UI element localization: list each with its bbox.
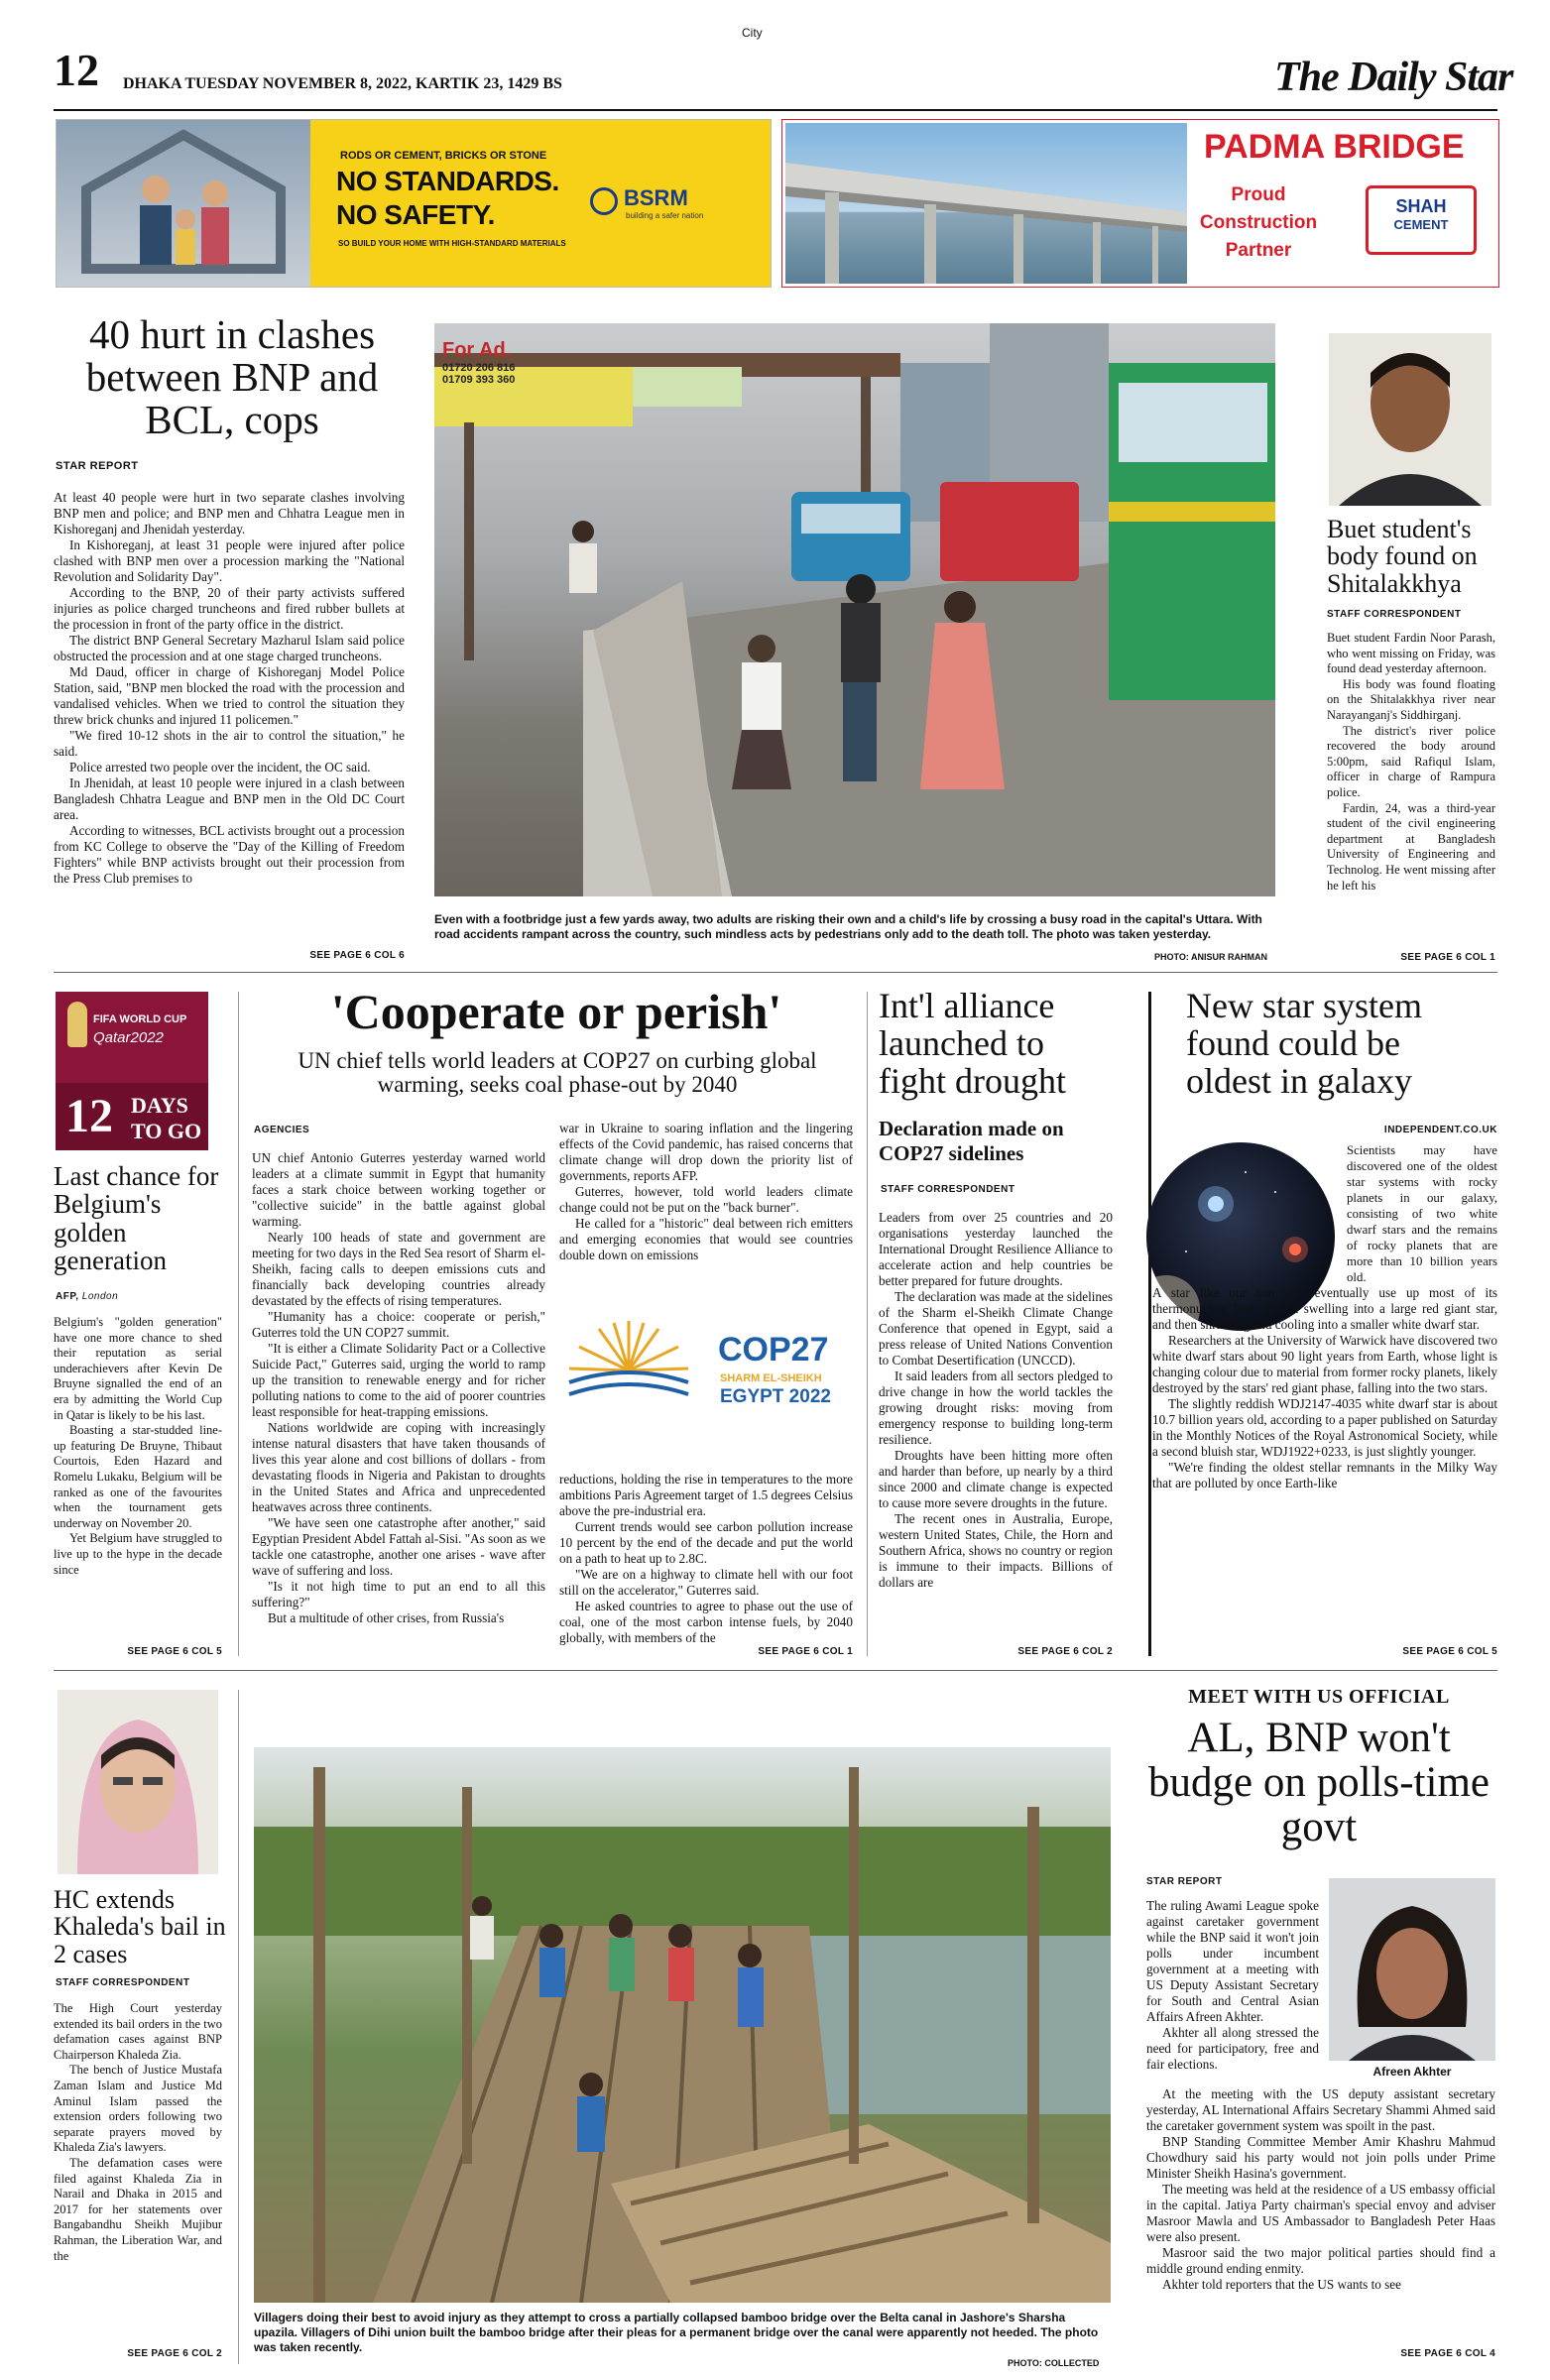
clashes-byline: STAR REPORT	[56, 460, 139, 472]
bsrm-bottom-line: SO BUILD YOUR HOME WITH HIGH-STANDARD MATERIALS	[338, 239, 566, 248]
al-bnp-byline: STAR REPORT	[1146, 1876, 1223, 1887]
star-system-headline[interactable]: New star system found could be oldest in galaxy	[1186, 986, 1422, 1101]
bsrm-yellow-panel	[310, 120, 771, 287]
clashes-body: At least 40 people were hurt in two separate clashes involving BNP men and police; and BNP men and Chhatra League men in Kishoreganj and Jhenidah yesterday. In Kishoreganj, at least 31 people were injured after police clashed with BNP men over a procession marking the "National Revolution and Solidarity Day". According to the BNP, 20 of their party activists suffered injuries as police charged truncheons and fired rubber bullets at the procession in front of the party office in the district. The district BNP General Secretary Mazharul Islam said police obstructed the procession and at one stage charged truncheons. Md Daud, officer in charge of Kishoreganj Model Police Station, said, "BNP men blocked the road with the procession and vandalised vehicles. When we tried to control the situation they threw brick chunks and injured 11 policemen." "We fired 10-12 shots in the air to control the situation," he said. Police arrested two people over the incident, the OC said. In Jhenidah, at least 10 people were injured in a clash between Bangladesh Chhatra League and BNP men in the Old DC Court area. According to witnesses, BCL activists brought out a procession from KC College to observe the "Day of the Killing of Freedom Fighters" while BNP activists brought out their procession from the Press Club premises to	[54, 490, 405, 886]
cop27-logo-place: SHARM EL-SHEIKH	[720, 1372, 822, 1384]
drought-headline[interactable]: Int'l alliance launched to fight drought	[879, 986, 1066, 1101]
ad-family-photo	[57, 120, 310, 287]
section-label: City	[742, 26, 763, 40]
masthead: The Daily Star	[1274, 55, 1513, 100]
shah-logo-text: SHAH	[1395, 196, 1447, 216]
ad-sign	[442, 339, 559, 386]
cop-body-col1: UN chief Antonio Guterres yesterday warned world leaders at a climate summit in Egypt that humanity faces a stark choice between working together or "collective suicide" in the battle against global warming. Nearly 100 heads of state and government are meeting for two days in the Red Sea resort of Sharm el-Sheikh, facing calls to deepen emissions cuts and financially back developing countries already devastated by the effects of rising temperatures. "Humanity has a choice: cooperate or perish," Guterres told the UN COP27 summit. "It is either a Climate Solidarity Pact or a Collective Suicide Pact," Guterres said, urging the world to ramp up the transition to renewable energy and for richer polluting nations to come to the aid of poorer countries least responsible for heat-trapping emissions. Nations worldwide are coping with increasingly intense natural disasters that have taken thousands of lives this year alone and cost billions of dollars - from devastating floods in Nigeria and Pakistan to droughts in the United States and Africa and unprecedented heatwaves across three continents. "We have seen one catastrophe after another," said Egyptian President Abdel Fattah al-Sisi. "As soon as we tackle one catastrophe, another one arises - wave after wave of suffering and loss. "Is it not high time to put an end to all this suffering?" But a multitude of other crises, from Russia's	[252, 1150, 545, 1625]
cop-see-page[interactable]: SEE PAGE 6 COL 1	[758, 1646, 853, 1657]
star-system-body: Scientists may have discovered one of the oldest star systems with rocky planets in our galaxy, consisting of two white dwarf stars and the remains of rocky planets that are more than 10 billion years old. A star like our sun will eventually use up most of its thermonuclear fuel, at first swelling into a large red giant star, and then shrinking and cooling into a smaller white dwarf star. Researchers at the University of Warwick have discovered two white dwarf stars about 90 light years from Earth, whose light is changing colour due to material from former rocky planets, likely destroyed by the stars' red giant phase, falling into the two stars. The slightly reddish WDJ2147-4035 white dwarf star is about 10.7 billion years old, according to a paper published on Saturday in the Monthly Notices of the Royal Astronomical Society, while a second bluish star, WDJ1922+0233, is just slightly younger. "We're finding the oldest stellar remnants in the Milky Way that are polluted by once Earth-like	[1152, 1143, 1497, 1490]
cop-body-col2-bottom: reductions, holding the rise in temperatures to the more ambitions Paris Agreement target of 1.5 degrees Celsius above the pre-industrial era. Current trends would see carbon pollution increase 10 percent by the end of the decade and put the world on a path to heat up to 2.8C. "We are on a highway to climate hell with our foot still on the accelerator," Guterres said. He asked countries to agree to phase out the use of coal, one of the most carbon intense fuels, by 2040 globally, with members of the	[559, 1472, 853, 1645]
wc-days-label: DAYS	[131, 1093, 188, 1118]
fifa-trophy-icon	[67, 1002, 87, 1047]
al-bnp-see-page[interactable]: SEE PAGE 6 COL 4	[1400, 2348, 1495, 2359]
road-crossing-photo	[434, 323, 1275, 896]
cop-body-col2-top: war in Ukraine to soaring inflation and the lingering effects of the Covid pandemic, has raised concerns that climate change will drop down the priority list of governments, reports AFP. Guterres, however, told world leaders climate change could not be put on the "back burner". He called for a "historic" deal between rich emitters and emerging economies that would see countries double down on emissions	[559, 1121, 853, 1262]
cop-byline: AGENCIES	[254, 1125, 310, 1135]
bamboo-bridge-photo	[254, 1747, 1111, 2303]
drought-subhead: Declaration made on COP27 sidelines	[879, 1117, 1064, 1165]
shah-logo-subtext: CEMENT	[1393, 217, 1449, 232]
bsrm-headline-1: NO STANDARDS.	[336, 166, 559, 196]
belgium-headline[interactable]: Last chance for Belgium's golden generation	[54, 1161, 219, 1276]
star-system-see-page[interactable]: SEE PAGE 6 COL 5	[1402, 1646, 1497, 1657]
bsrm-ad[interactable]	[56, 119, 772, 288]
shah-line-3: Partner	[1225, 240, 1292, 261]
bsrm-logo-icon	[590, 187, 618, 215]
al-bnp-body-narrow: The ruling Awami League spoke against caretaker government while the BNP said it won't join polls under incumbent government at a meeting with US Deputy Assistant Secretary for South and Central Asian Affairs Afreen Akhter. Akhter all along stressed the need for participatory, free and fair elections.	[1146, 1898, 1319, 2072]
belgium-byline-place: London	[81, 1291, 119, 1302]
khaleda-byline: STAFF CORRESPONDENT	[56, 1977, 190, 1988]
bridge-photo-caption: Villagers doing their best to avoid injury as they attempt to cross a partially collapsed bamboo bridge over the Belta canal in Jashore's Sharsha upazila. Villagers of Dihi union built the bamboo bridge after their pleas for a permanent bridge over the canal were apparently not heeded. The photo was taken recently.	[254, 2311, 1099, 2354]
bsrm-tagline: building a safer nation	[626, 211, 704, 220]
top-photo-caption: Even with a footbridge just a few yards away, two adults are risking their own and a child's life by crossing a busy road in the capital's Uttara. With road accidents rampant across the country, such mindless acts by pedestrians only add to the death toll. The photo was taken yesterday.	[434, 912, 1262, 941]
clashes-see-page[interactable]: SEE PAGE 6 COL 6	[309, 950, 405, 961]
ad-sign-phone-2: 01709 393 360	[442, 374, 516, 386]
belgium-body: Belgium's "golden generation" have one more chance to shed their reputation as serial underachievers after Kevin De Bruyne signalled the end of an era by admitting the World Cup in Qatar is likely to be his last. Boasting a star-studded line-up featuring De Bruyne, Thibaut Courtois, Eden Hazard and Romelu Lukaku, Belgium will be ranked as one of the favourites when the tournament gets underway on November 20. Yet Belgium have struggled to live up to the hype in the decade since	[54, 1315, 222, 1577]
bsrm-brand: BSRM	[624, 185, 688, 210]
cop-headline[interactable]: 'Cooperate or perish'	[330, 984, 782, 1039]
buet-body: Buet student Fardin Noor Parash, who went missing on Friday, was found dead yesterday afternoon. His body was found floating on the Shitalakkhya river near Narayanganj's Siddhirganj. The district's river police recovered the body around 5:00pm, said Rafiqul Islam, officer in charge of Rampura police. Fardin, 24, was a third-year student of the civil engineering department at Bangladesh University of Engineering and Technolog. He went missing after he left his	[1327, 631, 1495, 892]
padma-bridge-photo	[785, 123, 1187, 284]
drought-body: Leaders from over 25 countries and 20 organisations yesterday launched the International Drought Resilience Alliance to accelerate action and help countries be better prepared for future droughts. The declaration was made at the sidelines of the Sharm el-Sheikh Climate Change Conference that opened in Egypt, said a press release of United Nations Convention to Combat Desertification (UNCCD). It said leaders from all sectors pledged to drive change in how the world tackles the growing drought risks: moving from emergency response to building long-term resilience. Droughts have been hitting more often and harder than before, up nearly by a third since 2000 and climate change is expected to cause more severe droughts in the future. The recent ones in Australia, Europe, western United States, Chile, the Horn and Southern Africa, shows no country or region is immune to their impacts. Billions of dollars are	[879, 1210, 1113, 1590]
star-system-byline: INDEPENDENT.CO.UK	[1383, 1125, 1497, 1135]
buet-byline: STAFF CORRESPONDENT	[1327, 609, 1462, 620]
shah-logo	[1366, 185, 1477, 255]
shah-ad-title: PADMA BRIDGE	[1204, 128, 1465, 166]
dateline: DHAKA TUESDAY NOVEMBER 8, 2022, KARTIK 23, 1429 BS	[123, 75, 562, 92]
belgium-byline	[56, 1291, 118, 1302]
bsrm-top-line: RODS OR CEMENT, BRICKS OR STONE	[340, 150, 547, 162]
khaleda-body: The High Court yesterday extended its bail orders in the two defamation cases against BNP Chairperson Khaleda Zia. The bench of Justice Mustafa Zaman Islam and Justice Md Aminul Islam passed the extension orders following two separate prayers moved by Khaleda Zia's lawyers. The defamation cases were filed against Khaleda Zia in Narail and Dhaka in 2015 and 2017 for her statements over Bangabandhu Sheikh Mujibur Rahman, the Liberation War, and the	[54, 2001, 222, 2263]
shah-line-2: Construction	[1199, 212, 1318, 233]
khaleda-headline[interactable]: HC extends Khaleda's bail in 2 cases	[54, 1885, 226, 1968]
bsrm-headline-2: NO SAFETY.	[336, 199, 495, 230]
cop27-logo-text: COP27	[718, 1331, 829, 1368]
drought-byline: STAFF CORRESPONDENT	[881, 1184, 1015, 1195]
ad-sign-title: For Ad.	[442, 339, 512, 361]
wc-days-count: 12	[65, 1090, 113, 1142]
al-bnp-kicker: MEET WITH US OFFICIAL	[1188, 1686, 1450, 1708]
al-bnp-headline[interactable]: AL, BNP won't budge on polls-time govt	[1148, 1715, 1490, 1851]
ad-sign-phone-1: 01720 206 816	[442, 362, 516, 374]
buet-see-page[interactable]: SEE PAGE 6 COL 1	[1400, 952, 1495, 963]
bridge-photo-credit: PHOTO: COLLECTED	[1008, 2358, 1100, 2368]
cop27-logo	[559, 1311, 853, 1420]
shah-ad-text	[1179, 181, 1338, 265]
cop-subhead: UN chief tells world leaders at COP27 on curbing global warming, seeks coal phase-out by 2040	[298, 1048, 817, 1098]
wc-line-1: FIFA WORLD CUP	[93, 1013, 187, 1025]
belgium-see-page[interactable]: SEE PAGE 6 COL 5	[127, 1646, 222, 1657]
shah-line-1: Proud	[1231, 184, 1286, 205]
page-number: 12	[54, 45, 99, 95]
fardin-photo	[1329, 333, 1491, 506]
al-bnp-body-wide: At the meeting with the US deputy assistant secretary yesterday, AL International Affairs Secretary Shammi Ahmed said the caretaker government system was spoilt in the past. BNP Standing Committee Member Amir Khashru Mahmud Chowdhury said his party would not join polls under Prime Minister Sheikh Hasina's government. The meeting was held at the residence of a US embassy official in the capital. Jatiya Party chairman's special envoy and adviser Masroor Mawla and US Ambassador to Bangladesh Peter Haas were also present. Masroor said the two major political parties should find a middle ground ending enmity. Akhter told reporters that the US wants to see	[1146, 2086, 1495, 2292]
wc-line-2: Qatar2022	[93, 1029, 164, 1046]
world-cup-countdown-badge	[56, 992, 208, 1150]
shah-cement-ad[interactable]	[781, 119, 1499, 288]
khaleda-see-page[interactable]: SEE PAGE 6 COL 2	[127, 2348, 222, 2359]
afreen-akhter-photo	[1329, 1878, 1495, 2061]
drought-see-page[interactable]: SEE PAGE 6 COL 2	[1017, 1646, 1113, 1657]
clashes-headline[interactable]: 40 hurt in clashes between BNP and BCL, cops	[85, 311, 379, 443]
wc-to-go-label: TO GO	[131, 1119, 202, 1143]
khaleda-photo	[58, 1690, 218, 1874]
cop27-sun-icon	[559, 1311, 698, 1410]
top-photo-credit: PHOTO: ANISUR RAHMAN	[1154, 952, 1267, 962]
afreen-akhter-name: Afreen Akhter	[1372, 2065, 1452, 2079]
cop27-logo-country: EGYPT 2022	[720, 1386, 831, 1407]
belgium-byline-agency: AFP,	[56, 1291, 79, 1302]
buet-headline[interactable]: Buet student's body found on Shitalakkhya	[1327, 515, 1478, 598]
